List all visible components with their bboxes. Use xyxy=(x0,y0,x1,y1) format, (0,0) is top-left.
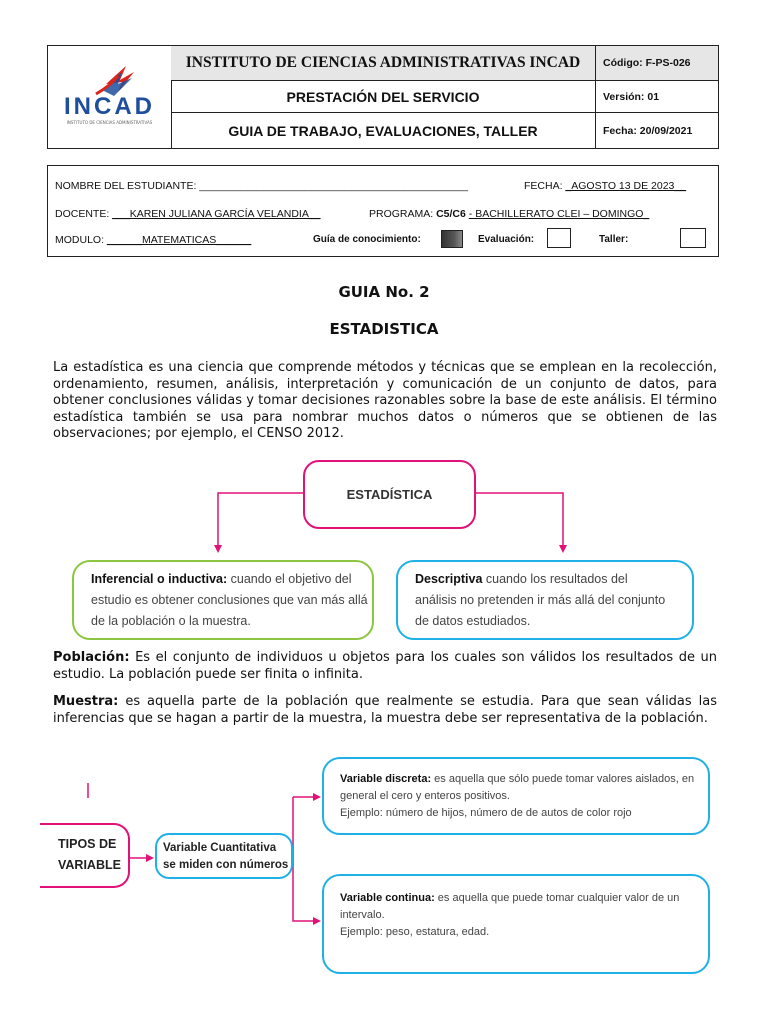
docente-value: ___KAREN JULIANA GARCÍA VELANDIA__ xyxy=(112,208,321,220)
guia-label: Guía de conocimiento: xyxy=(313,234,421,245)
evaluacion-label: Evaluación: xyxy=(478,234,535,245)
inferencial-box xyxy=(72,560,374,640)
estadistica-root-label: ESTADÍSTICA xyxy=(346,487,433,502)
modulo-value: ______MATEMATICAS______ xyxy=(106,234,252,246)
variable-discreta-box xyxy=(322,757,710,835)
descriptiva-title: Descriptiva xyxy=(415,572,483,586)
document-version: Versión: 01 xyxy=(603,90,660,103)
modulo-label: MODULO: xyxy=(55,234,107,246)
discreta-title: Variable discreta: xyxy=(340,773,432,785)
descriptiva-text: cuando los resultados del análisis no pretenden ir más allá del conjunto de datos estudiados. xyxy=(415,572,666,628)
guide-number: GUIA No. 2 xyxy=(338,283,430,301)
muestra-paragraph xyxy=(53,694,717,727)
logo-subtext: INSTITUTO DE CIENCIAS ADMINISTRATIVAS xyxy=(66,120,153,125)
muestra-text: es aquella parte de la población que realmente se estudia. Para que sean válidas las inferencias que se hagan a partir de la muestra, la muestra debe ser representativa de la población. xyxy=(53,694,717,726)
discreta-example: Ejemplo: número de hijos, número de de autos de color rojo xyxy=(340,807,632,819)
document-code: Código: F-PS-026 xyxy=(603,57,691,69)
tipos-variable-line1: TIPOS DE xyxy=(58,837,117,851)
guide-title: ESTADISTICA xyxy=(329,320,439,338)
inferencial-title: Inferencial o inductiva: xyxy=(91,572,228,586)
fecha-value: _AGOSTO 13 DE 2023__ xyxy=(565,180,687,192)
discreta-text: es aquella que sólo puede tomar valores aislados, en general el cero y enteros positivos. xyxy=(340,773,695,802)
intro-paragraph: La estadística es una ciencia que comprende métodos y técnicas que se emplean en la recolección, ordenamiento, resumen, análisis, interpretación y comunicación de un conjunto de datos, para obtener conclusiones válidas y tomar decisiones razonables sobre la base de este análisis. El término estadística también se usa para nombrar muchos datos o números que se obtienen de las observaciones; por ejemplo, el CENSO 2012. xyxy=(53,360,717,441)
programa-label: PROGRAMA: xyxy=(369,208,437,220)
fecha-label: FECHA: xyxy=(524,180,566,192)
docente-label: DOCENTE: xyxy=(55,208,113,220)
taller-label: Taller: xyxy=(599,234,629,245)
service-title: PRESTACIÓN DEL SERVICIO xyxy=(171,81,596,112)
guide-type: GUIA DE TRABAJO, EVALUACIONES, TALLER xyxy=(171,113,596,148)
logo-text: INCAD xyxy=(64,93,155,120)
variable-cuantitativa-line2: se miden con números xyxy=(163,859,289,871)
poblacion-paragraph xyxy=(53,650,717,683)
variable-cuantitativa-box xyxy=(155,833,293,879)
tipos-variable-line2: VARIABLE xyxy=(58,858,121,872)
poblacion-text: Es el conjunto de individuos u objetos para los cuales son válidos los resultados de un estudio. La población puede ser finita o infinita. xyxy=(53,650,717,682)
programa-code: C5/C6 xyxy=(436,208,466,220)
estadistica-root-box xyxy=(303,460,476,529)
institution-name: INSTITUTO DE CIENCIAS ADMINISTRATIVAS INCAD xyxy=(171,46,596,80)
continua-text: es aquella que puede tomar cualquier valor de un intervalo. xyxy=(340,892,680,921)
muestra-title: Muestra: xyxy=(53,694,119,709)
inferencial-text: cuando el objetivo del estudio es obtener conclusiones que van más allá de la población o la muestra. xyxy=(91,572,368,628)
tipos-variable-box xyxy=(40,823,130,888)
poblacion-title: Población: xyxy=(53,650,130,665)
programa-value: - BACHILLERATO CLEI – DOMINGO_ xyxy=(468,208,650,220)
variable-cuantitativa-line1: Variable Cuantitativa xyxy=(163,842,277,854)
continua-title: Variable continua: xyxy=(340,892,435,904)
descriptiva-box xyxy=(396,560,694,640)
continua-example: Ejemplo: peso, estatura, edad. xyxy=(340,926,490,938)
student-name-label: NOMBRE DEL ESTUDIANTE: ______________________________________________ xyxy=(55,180,468,192)
variable-continua-box xyxy=(322,874,710,974)
document-date: Fecha: 20/09/2021 xyxy=(603,124,693,137)
